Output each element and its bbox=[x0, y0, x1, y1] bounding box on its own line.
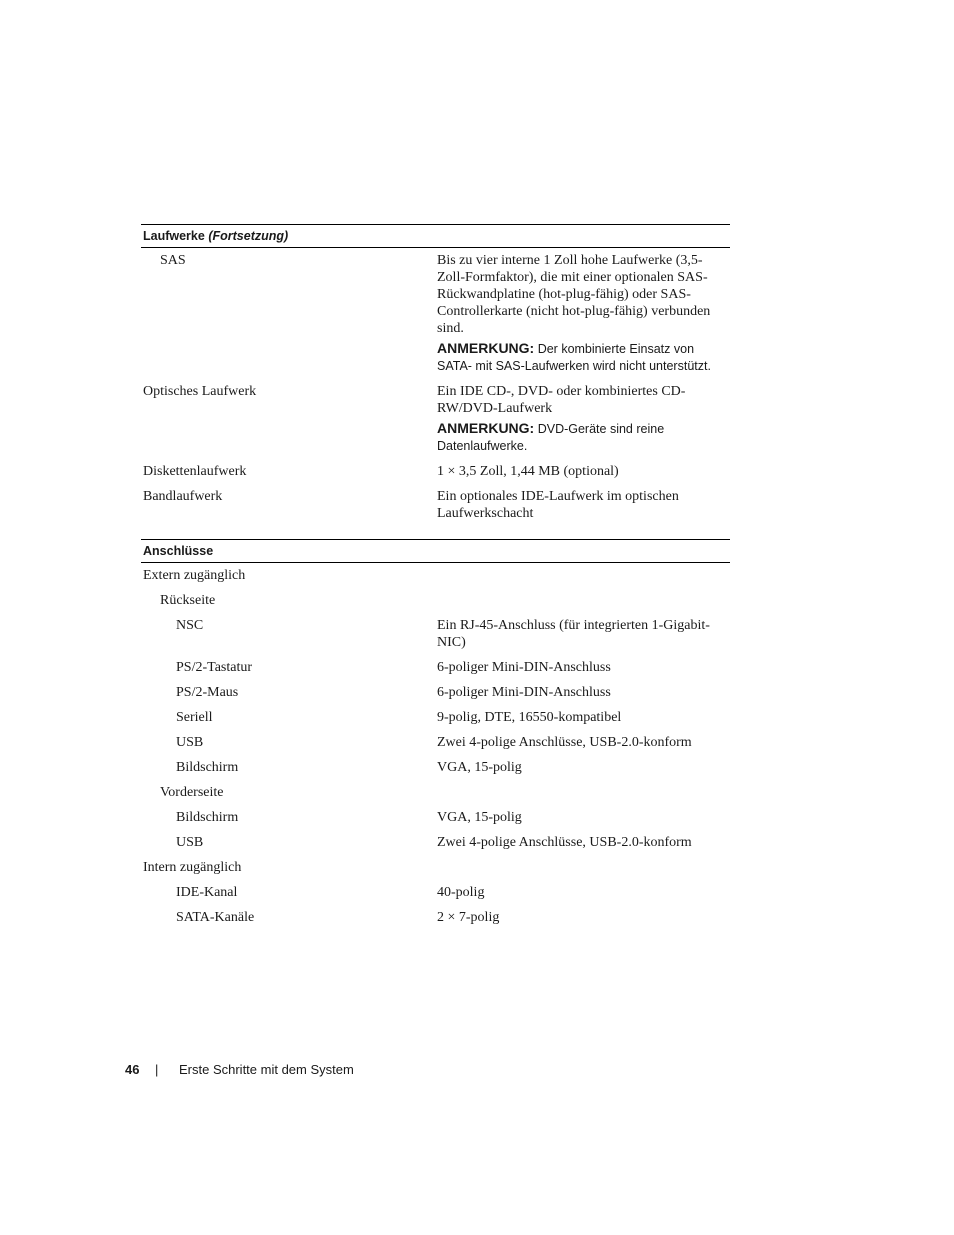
row-label: NSC bbox=[176, 618, 204, 633]
footer-separator: | bbox=[155, 1062, 159, 1077]
section-title-suffix: (Fortsetzung) bbox=[208, 229, 289, 243]
table-row bbox=[141, 248, 730, 379]
note-text: DVD-Geräte sind reine Datenlaufwerke. bbox=[437, 422, 665, 453]
table-row bbox=[141, 459, 730, 484]
table-row bbox=[141, 484, 730, 526]
table-row bbox=[141, 855, 730, 880]
row-value-text bbox=[437, 592, 727, 609]
row-value bbox=[437, 659, 727, 676]
row-value bbox=[437, 809, 727, 826]
row-value bbox=[437, 909, 727, 926]
note-label: ANMERKUNG: bbox=[437, 340, 535, 356]
table-row bbox=[141, 705, 730, 730]
row-label: Seriell bbox=[176, 710, 213, 725]
table-row bbox=[141, 905, 730, 930]
row-value bbox=[437, 759, 727, 776]
row-value-text: 9-polig, DTE, 16550-kompatibel bbox=[437, 710, 622, 725]
row-label: PS/2-Tastatur bbox=[176, 660, 253, 675]
section-title: Anschlüsse bbox=[143, 544, 214, 558]
note-label: ANMERKUNG: bbox=[437, 420, 535, 436]
drives-table bbox=[141, 224, 730, 526]
row-label: USB bbox=[176, 835, 204, 850]
row-label: Bandlaufwerk bbox=[143, 489, 223, 504]
row-label: Vorderseite bbox=[160, 785, 224, 800]
row-label: Optisches Laufwerk bbox=[143, 384, 257, 399]
row-value-text: Ein IDE CD-, DVD- oder kombiniertes CD-RW/DVD-Laufwerk bbox=[437, 384, 686, 416]
row-label: SAS bbox=[160, 253, 186, 268]
chapter-title: Erste Schritte mit dem System bbox=[179, 1062, 354, 1077]
row-value bbox=[437, 463, 727, 480]
table-row bbox=[141, 805, 730, 830]
row-label: Rückseite bbox=[160, 593, 216, 608]
row-value-text: VGA, 15-polig bbox=[437, 810, 522, 825]
row-value-text: VGA, 15-polig bbox=[437, 760, 522, 775]
row-label: Diskettenlaufwerk bbox=[143, 464, 247, 479]
section-header-drives bbox=[141, 224, 730, 248]
row-label: Intern zugänglich bbox=[143, 860, 242, 875]
row-value-text bbox=[437, 784, 727, 801]
row-label: USB bbox=[176, 735, 204, 750]
row-label: Extern zugänglich bbox=[143, 568, 246, 583]
row-value-text: Zwei 4-polige Anschlüsse, USB-2.0-konform bbox=[437, 735, 692, 750]
row-value-text: Bis zu vier interne 1 Zoll hohe Laufwerke (3,5-Zoll-Formfaktor), die mit einer optionalen SAS-Rückwandplatine (hot-plug-fähig) oder SAS-Controllerkarte (nicht hot-plug-fähig) verbunden sind. bbox=[437, 253, 711, 336]
table-row bbox=[141, 655, 730, 680]
table-row bbox=[141, 613, 730, 655]
row-value-text: 1 × 3,5 Zoll, 1,44 MB (optional) bbox=[437, 464, 619, 479]
row-value bbox=[437, 488, 727, 522]
row-value-text: Zwei 4-polige Anschlüsse, USB-2.0-konform bbox=[437, 835, 692, 850]
row-value bbox=[437, 859, 727, 876]
section-title: Laufwerke bbox=[143, 229, 205, 243]
row-value bbox=[437, 684, 727, 701]
row-value bbox=[437, 252, 727, 375]
row-value bbox=[437, 784, 727, 801]
row-value bbox=[437, 592, 727, 609]
row-value bbox=[437, 884, 727, 901]
table-row bbox=[141, 730, 730, 755]
row-value-text: 6-poliger Mini-DIN-Anschluss bbox=[437, 685, 611, 700]
table-row bbox=[141, 880, 730, 905]
row-value bbox=[437, 709, 727, 726]
note bbox=[437, 420, 727, 455]
table-row bbox=[141, 563, 730, 588]
row-label: Bildschirm bbox=[176, 760, 239, 775]
row-value bbox=[437, 383, 727, 455]
row-value-text bbox=[437, 567, 727, 584]
row-label: SATA-Kanäle bbox=[176, 910, 255, 925]
row-value-text: Ein RJ-45-Anschluss (für integrierten 1-Gigabit-NIC) bbox=[437, 618, 710, 650]
row-value bbox=[437, 834, 727, 851]
page-number: 46 bbox=[125, 1062, 140, 1077]
table-row bbox=[141, 780, 730, 805]
table-row bbox=[141, 680, 730, 705]
table-row bbox=[141, 379, 730, 459]
row-value-text: 40-polig bbox=[437, 885, 485, 900]
row-value-text bbox=[437, 859, 727, 876]
row-value bbox=[437, 567, 727, 584]
row-value bbox=[437, 734, 727, 751]
section-header-connectors bbox=[141, 539, 730, 563]
row-value bbox=[437, 617, 727, 651]
row-label: PS/2-Maus bbox=[176, 685, 239, 700]
row-value-text: 6-poliger Mini-DIN-Anschluss bbox=[437, 660, 611, 675]
note bbox=[437, 340, 727, 375]
page-footer bbox=[125, 1061, 354, 1079]
table-row bbox=[141, 755, 730, 780]
connectors-table bbox=[141, 539, 730, 930]
row-label: IDE-Kanal bbox=[176, 885, 238, 900]
note-text: Der kombinierte Einsatz von SATA- mit SAS-Laufwerken wird nicht unterstützt. bbox=[437, 342, 711, 373]
table-row bbox=[141, 588, 730, 613]
row-value-text: Ein optionales IDE-Laufwerk im optischen Laufwerkschacht bbox=[437, 489, 679, 521]
row-label: Bildschirm bbox=[176, 810, 239, 825]
row-value-text: 2 × 7-polig bbox=[437, 910, 500, 925]
table-row bbox=[141, 830, 730, 855]
